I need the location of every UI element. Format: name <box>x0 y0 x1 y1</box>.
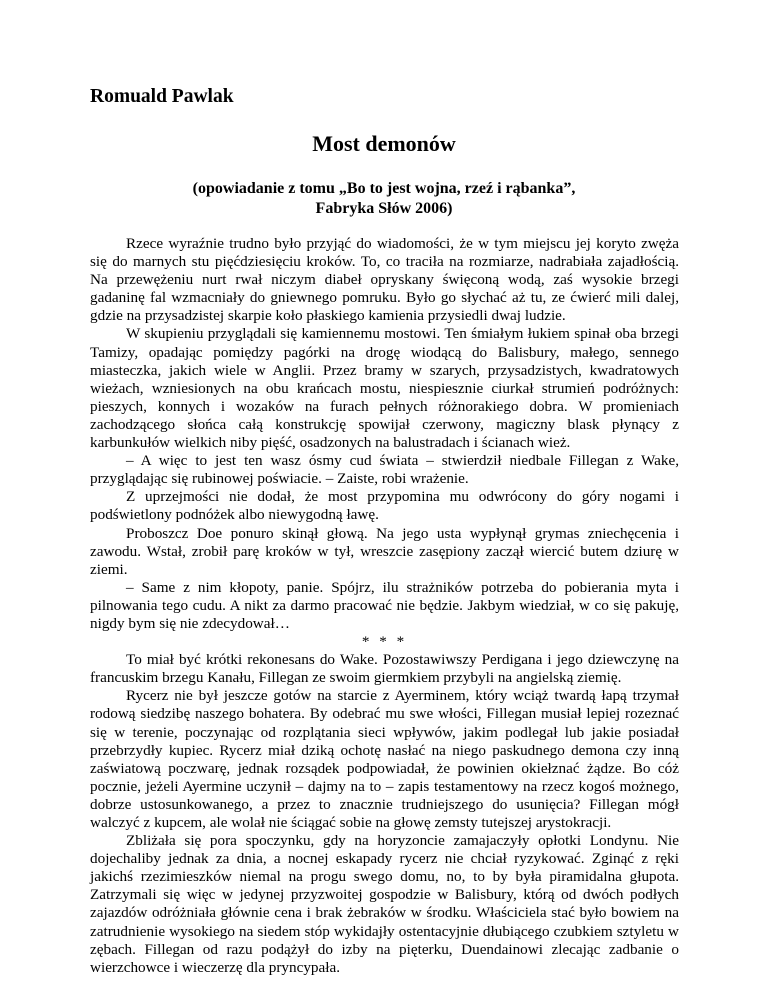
story-body <box>90 235 679 977</box>
subtitle-line-1: (opowiadanie z tomu „Bo to jest wojna, rzeź i rąbanka”, <box>192 180 576 197</box>
paragraph: W skupieniu przyglądali się kamiennemu mostowi. Ten śmiałym łukiem spinał oba brzegi Tamizy, opadając pomiędzy pagórki na drogę wiodącą do Balisbury, małego, sennego miasteczka, jakich wiele w Anglii. Przez bramy w szarych, przysadzistych, kwadratowych wieżach, wzniesionych na obu krańcach mostu, niespiesznie ciurkał strumień podróżnych: pieszych, konnych i wozaków na furach pełnych różnorakiego dobra. W promieniach zachodzącego słońca całą konstrukcję spowijał czerwony, magiczny blask płynący z karbunkułów wielkich niby pięść, osadzonych na balustradach i ścianach wież. <box>90 325 679 452</box>
story-title: Most demonów <box>312 131 456 156</box>
author-name: Romuald Pawlak <box>90 86 234 107</box>
paragraph: – Same z nim kłopoty, panie. Spójrz, ilu strażników potrzeba do pobierania myta i pilnowania tego cudu. A nikt za darmo pracować nie będzie. Jakbym wiedział, w co się pakuję, nigdy bym się nie zdecydował… <box>90 578 679 632</box>
paragraph: Z uprzejmości nie dodał, że most przypomina mu odwrócony do góry nogami i podświetlony podnóżek albo niewygodną ławę. <box>90 488 679 524</box>
paragraph: Rycerz nie był jeszcze gotów na starcie z Ayerminem, który wciąż twardą łapą trzymał rodową siedzibę naszego bohatera. By odebrać mu swe włości, Fillegan musiał lepiej rozeznać się w terenie, poczynając od rozplątania sieci wpływów, jakim podlegał lub jakie posiadał przebrzydły kupiec. Rycerz miał dziką ochotę nasłać na niego paskudnego demona czy inną zaświatową poczwarę, jednak rozsądek podpowiadał, że powinien okiełznać żądze. Bo cóż pocznie, jeżeli Ayermine uczynił – dajmy na to – zapis testamentowy na rzecz kogoś możnego, dobrze ustosunkowanego, a przez to znacznie trudniejszego do usunięcia? Fillegan mógł walczyć z kupcem, ale wolał nie ściągać sobie na głowę zemsty tutejszej arystokracji. <box>90 687 679 831</box>
paragraph: To miał być krótki rekonesans do Wake. Pozostawiwszy Perdigana i jego dziewczynę na francuskim brzegu Kanału, Fillegan ze swoim giermkiem przybyli na angielską ziemię. <box>90 651 679 687</box>
paragraph: Rzece wyraźnie trudno było przyjąć do wiadomości, że w tym miejscu jej koryto zwęża się do marnych stu pięćdziesięciu kroków. To, co traciła na rozmiarze, nadrabiała zajadłością. Na przewężeniu nurt rwał niczym diabeł opryskany święconą wodą, zaś wysokie brzegi gadaninę fal wzmacniały do gniewnego pomruku. Było go słychać aż tu, ze ćwierć mili dalej, gdzie na przysadzistej skarpie koło płaskiego kamienia przysiedli dwaj ludzie. <box>90 235 679 325</box>
paragraph: Zbliżała się pora spoczynku, gdy na horyzoncie zamajaczyły opłotki Londynu. Nie dojechaliby jednak za dnia, a nocnej eskapady rycerz nie chciał ryzykować. Zginąć z ręki jakichś rzezimieszków niemal na progu swego domu, no, to by była piramidalna głupota. Zatrzymali się więc w jedynej przyzwoitej gospodzie w Balisbury, którą od dwóch podłych zajazdów odróżniała głównie cena i brak żebraków w środku. Właściciela stać było bowiem na zatrudnienie wysokiego na siedem stóp wykidajły ostentacyjnie dłubiącego czubkiem sztyletu w zębach. Fillegan od razu podążył do izby na pięterku, Duendainowi zlecając zadbanie o wierzchowce i wieczerzę dla pryncypała. <box>90 832 679 976</box>
story-subtitle <box>0 179 768 219</box>
section-separator: * * * <box>361 633 408 651</box>
subtitle-line-2: Fabryka Słów 2006) <box>315 200 453 217</box>
paragraph: Proboszcz Doe ponuro skinął głową. Na jego usta wypłynął grymas zniechęcenia i zawodu. Wstał, zrobił parę kroków w tył, wreszcie zasępiony zaczął wiercić butem dziurę w ziemi. <box>90 524 679 578</box>
paragraph: – A więc to jest ten wasz ósmy cud świata – stwierdził niedbale Fillegan z Wake, przyglądając się rubinowej poświacie. – Zaiste, robi wrażenie. <box>90 452 679 488</box>
